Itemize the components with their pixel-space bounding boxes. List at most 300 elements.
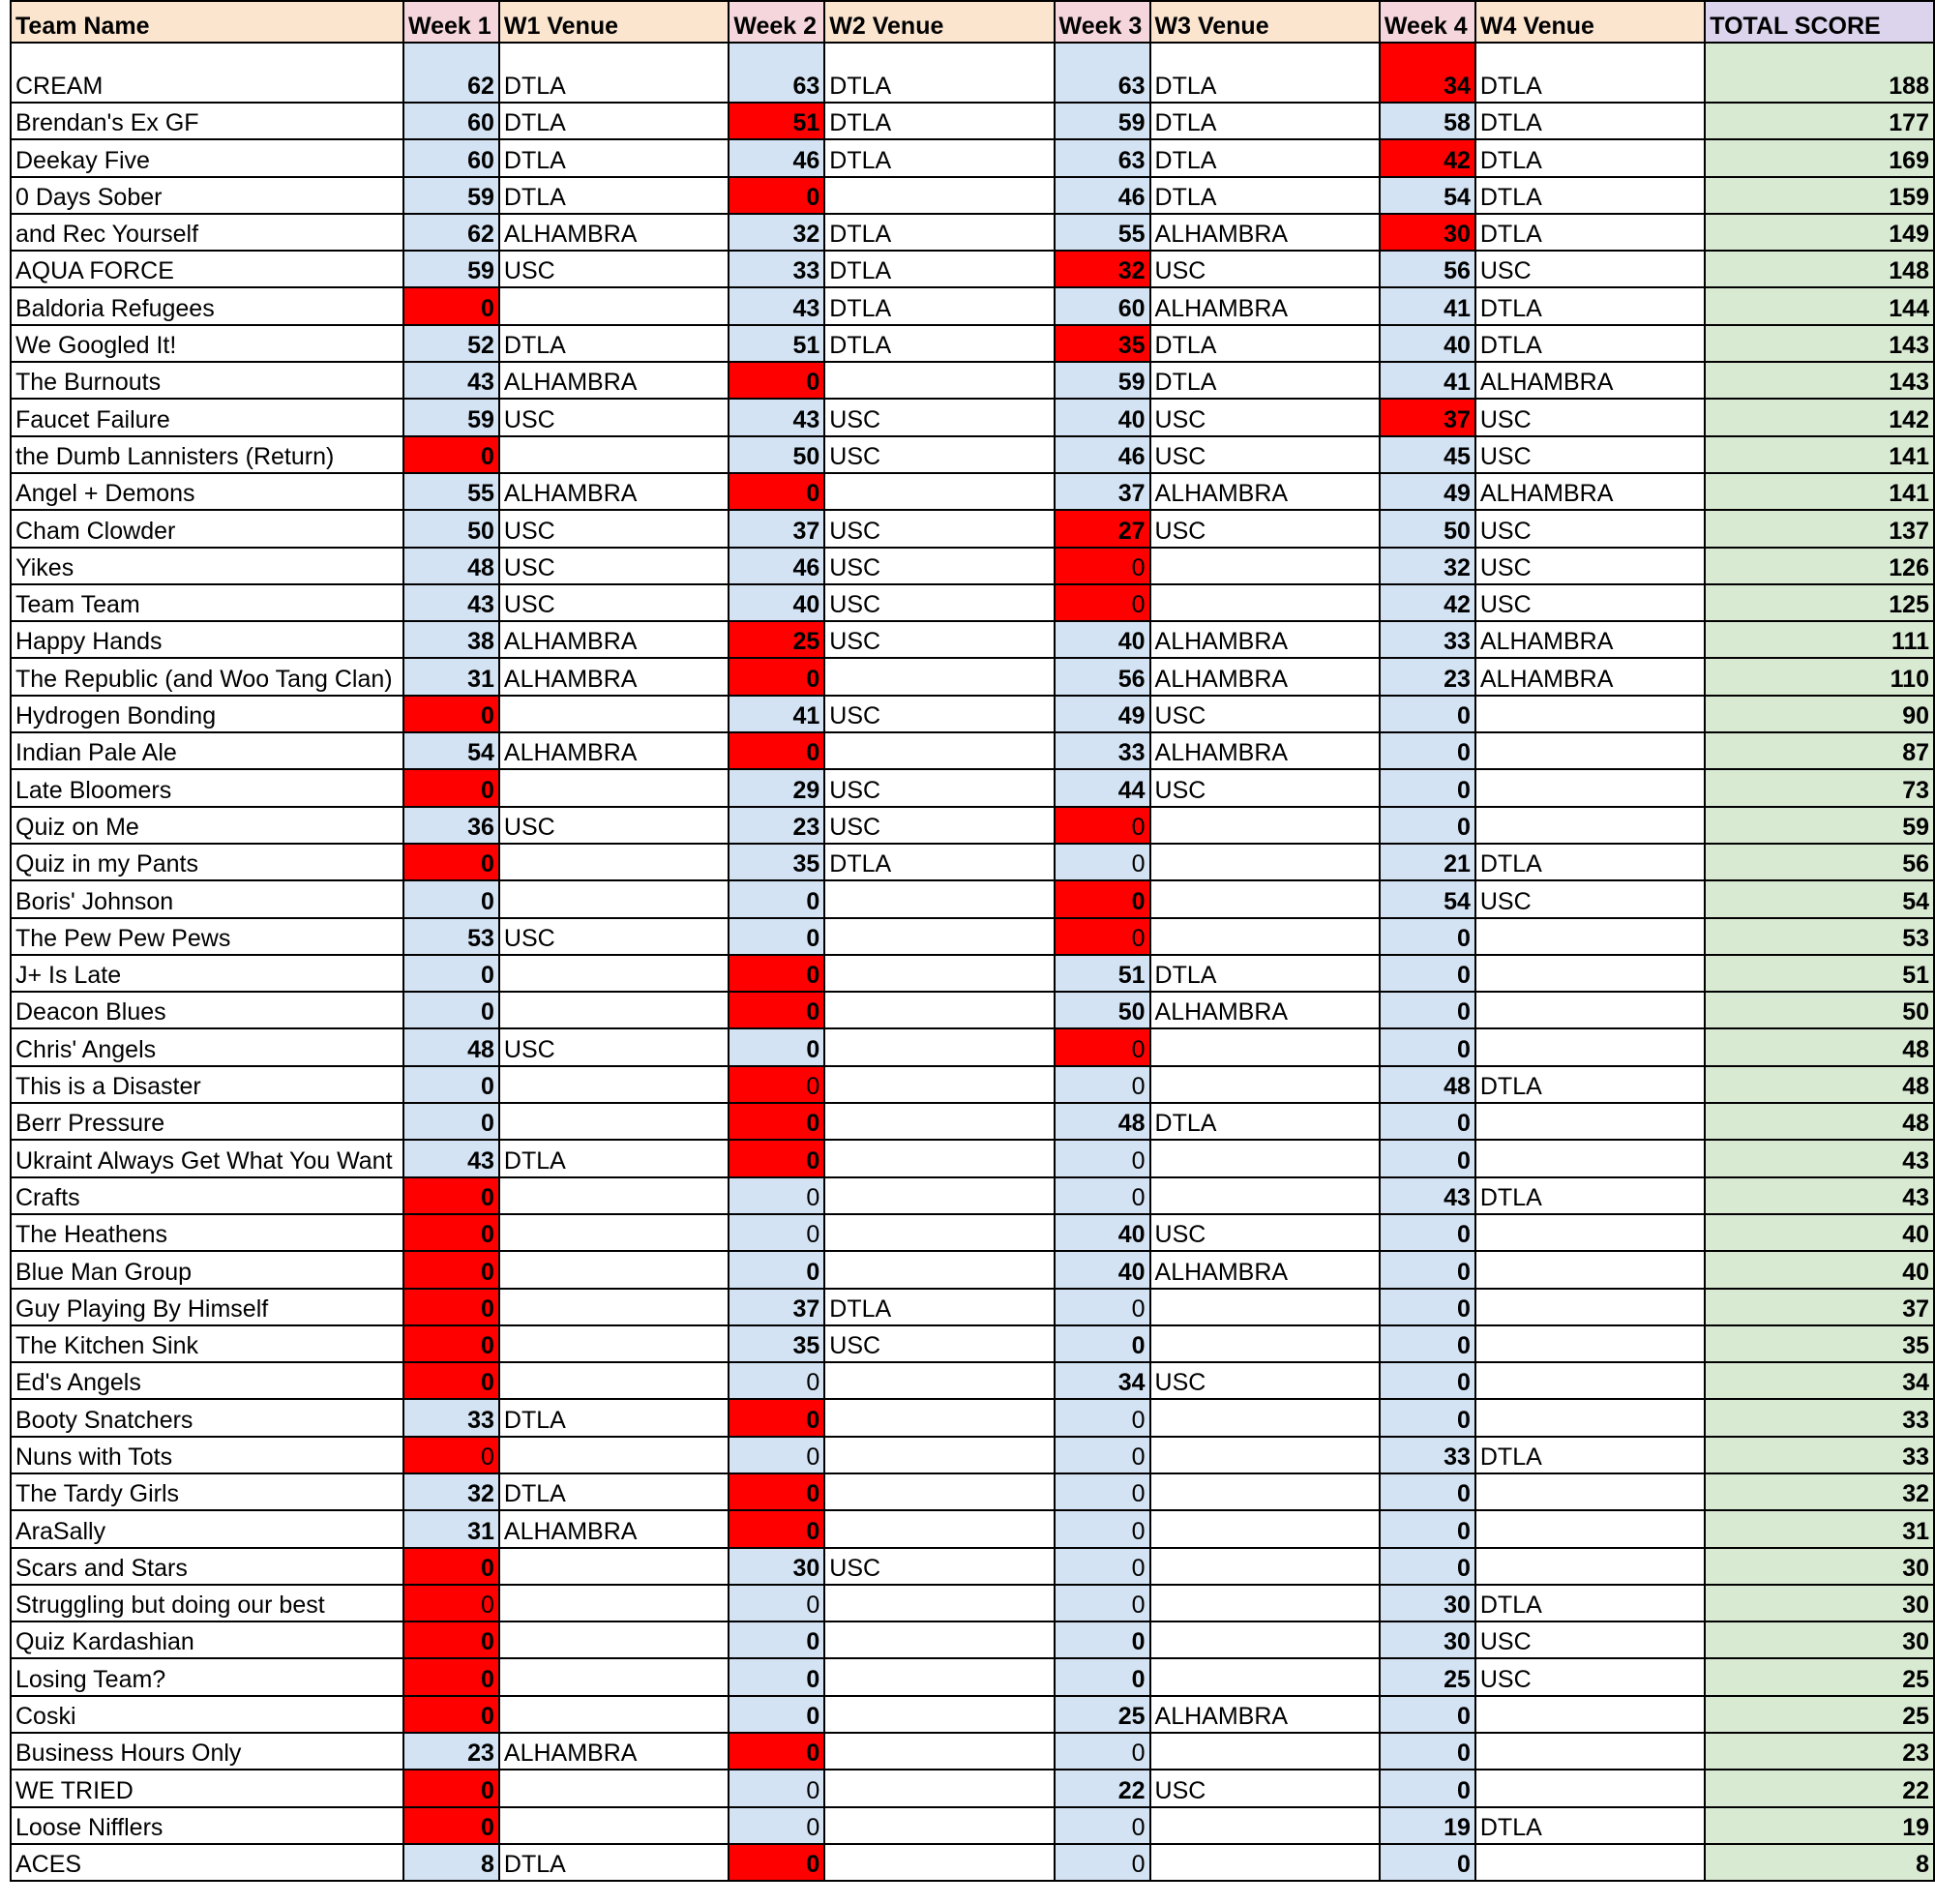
week-4-venue-cell[interactable] — [1475, 1770, 1705, 1806]
week-4-score-cell[interactable]: 0 — [1380, 1028, 1475, 1065]
week-2-score-cell[interactable]: 41 — [729, 696, 824, 732]
week-2-venue-cell[interactable] — [824, 1807, 1054, 1844]
week-3-score-cell[interactable]: 0 — [1055, 1548, 1150, 1585]
total-score-cell[interactable]: 141 — [1705, 473, 1934, 510]
week-3-venue-cell[interactable] — [1150, 1658, 1380, 1695]
week-1-score-cell[interactable]: 0 — [403, 436, 499, 473]
total-score-cell[interactable]: 48 — [1705, 1066, 1934, 1103]
week-3-score-cell[interactable]: 46 — [1055, 177, 1150, 214]
week-1-score-cell[interactable]: 33 — [403, 1399, 499, 1436]
week-2-venue-cell[interactable]: DTLA — [824, 214, 1054, 251]
team-name-cell[interactable]: Berr Pressure — [11, 1103, 403, 1140]
week-3-venue-cell[interactable]: DTLA — [1150, 139, 1380, 176]
week-3-venue-cell[interactable]: USC — [1150, 1770, 1380, 1806]
week-1-score-cell[interactable]: 0 — [403, 844, 499, 880]
total-score-cell[interactable]: 143 — [1705, 362, 1934, 399]
week-1-score-cell[interactable]: 60 — [403, 139, 499, 176]
week-1-venue-cell[interactable]: DTLA — [499, 43, 729, 103]
week-1-score-cell[interactable]: 59 — [403, 177, 499, 214]
week-1-score-cell[interactable]: 0 — [403, 1103, 499, 1140]
week-2-score-cell[interactable]: 29 — [729, 769, 824, 806]
week-4-venue-cell[interactable]: USC — [1475, 399, 1705, 435]
team-name-cell[interactable]: AQUA FORCE — [11, 251, 403, 287]
week-3-venue-cell[interactable]: DTLA — [1150, 362, 1380, 399]
total-score-cell[interactable]: 37 — [1705, 1289, 1934, 1325]
week-2-score-cell[interactable]: 37 — [729, 510, 824, 547]
team-name-cell[interactable]: Scars and Stars — [11, 1548, 403, 1585]
week-3-venue-cell[interactable] — [1150, 1289, 1380, 1325]
week-4-venue-cell[interactable] — [1475, 1140, 1705, 1176]
week-4-score-cell[interactable]: 30 — [1380, 1585, 1475, 1621]
week-2-venue-cell[interactable] — [824, 1251, 1054, 1288]
week-4-score-cell[interactable]: 58 — [1380, 103, 1475, 139]
week-3-score-cell[interactable]: 33 — [1055, 732, 1150, 769]
week-2-score-cell[interactable]: 0 — [729, 1214, 824, 1251]
week-2-score-cell[interactable]: 0 — [729, 1140, 824, 1176]
week-1-score-cell[interactable]: 0 — [403, 1289, 499, 1325]
week-4-venue-cell[interactable] — [1475, 1696, 1705, 1733]
week-4-score-cell[interactable]: 25 — [1380, 1658, 1475, 1695]
week-1-venue-cell[interactable] — [499, 769, 729, 806]
total-score-cell[interactable]: 188 — [1705, 43, 1934, 103]
week-3-venue-cell[interactable] — [1150, 1585, 1380, 1621]
team-name-cell[interactable]: We Googled It! — [11, 325, 403, 362]
week-4-venue-cell[interactable] — [1475, 1289, 1705, 1325]
week-3-venue-cell[interactable]: ALHAMBRA — [1150, 1251, 1380, 1288]
week-4-score-cell[interactable]: 49 — [1380, 473, 1475, 510]
week-4-score-cell[interactable]: 37 — [1380, 399, 1475, 435]
week-2-score-cell[interactable]: 0 — [729, 880, 824, 917]
week-1-venue-cell[interactable] — [499, 1770, 729, 1806]
week-2-venue-cell[interactable]: USC — [824, 510, 1054, 547]
week-3-score-cell[interactable]: 46 — [1055, 436, 1150, 473]
week-3-score-cell[interactable]: 40 — [1055, 1251, 1150, 1288]
week-4-score-cell[interactable]: 0 — [1380, 732, 1475, 769]
week-2-venue-cell[interactable] — [824, 1103, 1054, 1140]
week-4-venue-cell[interactable]: USC — [1475, 510, 1705, 547]
week-4-venue-cell[interactable] — [1475, 696, 1705, 732]
week-4-score-cell[interactable]: 56 — [1380, 251, 1475, 287]
week-4-score-cell[interactable]: 19 — [1380, 1807, 1475, 1844]
week-4-venue-cell[interactable] — [1475, 1214, 1705, 1251]
week-3-venue-cell[interactable]: USC — [1150, 399, 1380, 435]
week-4-venue-cell[interactable] — [1475, 1510, 1705, 1547]
week-2-venue-cell[interactable] — [824, 1437, 1054, 1473]
total-score-cell[interactable]: 159 — [1705, 177, 1934, 214]
week-3-score-cell[interactable]: 40 — [1055, 621, 1150, 658]
week-3-score-cell[interactable]: 0 — [1055, 1399, 1150, 1436]
week-3-venue-cell[interactable]: DTLA — [1150, 177, 1380, 214]
week-2-venue-cell[interactable]: DTLA — [824, 287, 1054, 324]
week-4-score-cell[interactable]: 42 — [1380, 139, 1475, 176]
total-score-cell[interactable]: 30 — [1705, 1548, 1934, 1585]
week-3-venue-cell[interactable]: ALHAMBRA — [1150, 658, 1380, 695]
week-2-venue-cell[interactable]: USC — [824, 399, 1054, 435]
week-2-score-cell[interactable]: 0 — [729, 1103, 824, 1140]
week-2-score-cell[interactable]: 0 — [729, 955, 824, 992]
week-2-score-cell[interactable]: 25 — [729, 621, 824, 658]
header-week-3[interactable]: Week 3 — [1055, 1, 1150, 43]
week-4-score-cell[interactable]: 0 — [1380, 696, 1475, 732]
team-name-cell[interactable]: Yikes — [11, 548, 403, 584]
team-name-cell[interactable]: 0 Days Sober — [11, 177, 403, 214]
week-4-score-cell[interactable]: 0 — [1380, 1325, 1475, 1362]
week-4-venue-cell[interactable] — [1475, 1473, 1705, 1510]
week-4-venue-cell[interactable] — [1475, 1028, 1705, 1065]
week-3-venue-cell[interactable] — [1150, 1510, 1380, 1547]
week-2-venue-cell[interactable] — [824, 1214, 1054, 1251]
team-name-cell[interactable]: Happy Hands — [11, 621, 403, 658]
week-4-score-cell[interactable]: 0 — [1380, 1510, 1475, 1547]
week-4-venue-cell[interactable] — [1475, 992, 1705, 1028]
week-1-venue-cell[interactable]: USC — [499, 918, 729, 955]
total-score-cell[interactable]: 31 — [1705, 1510, 1934, 1547]
week-1-score-cell[interactable]: 43 — [403, 584, 499, 621]
week-1-score-cell[interactable]: 59 — [403, 399, 499, 435]
week-4-score-cell[interactable]: 43 — [1380, 1177, 1475, 1214]
total-score-cell[interactable]: 22 — [1705, 1770, 1934, 1806]
team-name-cell[interactable]: The Pew Pew Pews — [11, 918, 403, 955]
week-2-score-cell[interactable]: 0 — [729, 1251, 824, 1288]
week-1-score-cell[interactable]: 0 — [403, 1251, 499, 1288]
week-3-venue-cell[interactable]: ALHAMBRA — [1150, 621, 1380, 658]
week-3-score-cell[interactable]: 40 — [1055, 1214, 1150, 1251]
week-4-venue-cell[interactable]: DTLA — [1475, 1177, 1705, 1214]
week-3-score-cell[interactable]: 0 — [1055, 1510, 1150, 1547]
week-4-score-cell[interactable]: 0 — [1380, 769, 1475, 806]
team-name-cell[interactable]: The Republic (and Woo Tang Clan) — [11, 658, 403, 695]
week-3-score-cell[interactable]: 0 — [1055, 584, 1150, 621]
total-score-cell[interactable]: 25 — [1705, 1696, 1934, 1733]
header-w4-venue[interactable]: W4 Venue — [1475, 1, 1705, 43]
week-2-venue-cell[interactable] — [824, 1844, 1054, 1881]
week-1-score-cell[interactable]: 36 — [403, 807, 499, 844]
week-1-score-cell[interactable]: 59 — [403, 251, 499, 287]
week-2-venue-cell[interactable] — [824, 1658, 1054, 1695]
total-score-cell[interactable]: 143 — [1705, 325, 1934, 362]
header-week-1[interactable]: Week 1 — [403, 1, 499, 43]
week-4-score-cell[interactable]: 41 — [1380, 362, 1475, 399]
week-2-venue-cell[interactable]: USC — [824, 584, 1054, 621]
week-3-venue-cell[interactable] — [1150, 1177, 1380, 1214]
week-4-score-cell[interactable]: 30 — [1380, 214, 1475, 251]
team-name-cell[interactable]: Deekay Five — [11, 139, 403, 176]
week-3-score-cell[interactable]: 27 — [1055, 510, 1150, 547]
week-3-score-cell[interactable]: 32 — [1055, 251, 1150, 287]
week-2-venue-cell[interactable]: USC — [824, 769, 1054, 806]
team-name-cell[interactable]: Ed's Angels — [11, 1362, 403, 1399]
week-3-score-cell[interactable]: 0 — [1055, 1028, 1150, 1065]
week-1-venue-cell[interactable]: USC — [499, 1028, 729, 1065]
total-score-cell[interactable]: 53 — [1705, 918, 1934, 955]
total-score-cell[interactable]: 40 — [1705, 1214, 1934, 1251]
week-3-venue-cell[interactable]: ALHAMBRA — [1150, 287, 1380, 324]
team-name-cell[interactable]: The Kitchen Sink — [11, 1325, 403, 1362]
week-2-venue-cell[interactable]: DTLA — [824, 1289, 1054, 1325]
week-3-score-cell[interactable]: 0 — [1055, 1733, 1150, 1770]
team-name-cell[interactable]: Faucet Failure — [11, 399, 403, 435]
week-2-venue-cell[interactable]: USC — [824, 436, 1054, 473]
header-team-name[interactable]: Team Name — [11, 1, 403, 43]
week-3-score-cell[interactable]: 44 — [1055, 769, 1150, 806]
week-1-score-cell[interactable]: 53 — [403, 918, 499, 955]
week-3-score-cell[interactable]: 22 — [1055, 1770, 1150, 1806]
week-1-score-cell[interactable]: 0 — [403, 1621, 499, 1658]
week-4-venue-cell[interactable] — [1475, 1103, 1705, 1140]
week-3-score-cell[interactable]: 0 — [1055, 548, 1150, 584]
week-3-venue-cell[interactable]: DTLA — [1150, 325, 1380, 362]
week-4-score-cell[interactable]: 0 — [1380, 918, 1475, 955]
week-4-score-cell[interactable]: 33 — [1380, 1437, 1475, 1473]
week-3-score-cell[interactable]: 50 — [1055, 992, 1150, 1028]
week-2-score-cell[interactable]: 0 — [729, 473, 824, 510]
week-2-score-cell[interactable]: 35 — [729, 1325, 824, 1362]
week-1-venue-cell[interactable]: ALHAMBRA — [499, 214, 729, 251]
team-name-cell[interactable]: Losing Team? — [11, 1658, 403, 1695]
header-w2-venue[interactable]: W2 Venue — [824, 1, 1054, 43]
week-2-score-cell[interactable]: 0 — [729, 1696, 824, 1733]
week-4-venue-cell[interactable] — [1475, 769, 1705, 806]
week-4-venue-cell[interactable]: ALHAMBRA — [1475, 658, 1705, 695]
week-2-score-cell[interactable]: 0 — [729, 1510, 824, 1547]
team-name-cell[interactable]: Blue Man Group — [11, 1251, 403, 1288]
week-4-venue-cell[interactable]: DTLA — [1475, 325, 1705, 362]
week-2-score-cell[interactable]: 63 — [729, 43, 824, 103]
week-3-score-cell[interactable]: 48 — [1055, 1103, 1150, 1140]
team-name-cell[interactable]: Angel + Demons — [11, 473, 403, 510]
total-score-cell[interactable]: 148 — [1705, 251, 1934, 287]
week-1-venue-cell[interactable]: ALHAMBRA — [499, 1733, 729, 1770]
week-4-score-cell[interactable]: 0 — [1380, 1251, 1475, 1288]
week-2-score-cell[interactable]: 43 — [729, 287, 824, 324]
team-name-cell[interactable]: the Dumb Lannisters (Return) — [11, 436, 403, 473]
week-3-score-cell[interactable]: 0 — [1055, 1325, 1150, 1362]
week-3-venue-cell[interactable]: ALHAMBRA — [1150, 1696, 1380, 1733]
team-name-cell[interactable]: The Tardy Girls — [11, 1473, 403, 1510]
week-3-venue-cell[interactable]: DTLA — [1150, 955, 1380, 992]
team-name-cell[interactable]: Quiz Kardashian — [11, 1621, 403, 1658]
week-2-venue-cell[interactable] — [824, 1621, 1054, 1658]
week-4-venue-cell[interactable]: USC — [1475, 436, 1705, 473]
week-2-score-cell[interactable]: 0 — [729, 1585, 824, 1621]
week-1-venue-cell[interactable] — [499, 1585, 729, 1621]
week-4-venue-cell[interactable] — [1475, 1548, 1705, 1585]
week-4-venue-cell[interactable]: ALHAMBRA — [1475, 473, 1705, 510]
week-4-venue-cell[interactable]: DTLA — [1475, 844, 1705, 880]
week-2-venue-cell[interactable] — [824, 177, 1054, 214]
week-2-venue-cell[interactable]: USC — [824, 621, 1054, 658]
week-4-venue-cell[interactable]: DTLA — [1475, 1807, 1705, 1844]
team-name-cell[interactable]: Late Bloomers — [11, 769, 403, 806]
week-1-venue-cell[interactable]: DTLA — [499, 139, 729, 176]
week-4-venue-cell[interactable]: DTLA — [1475, 214, 1705, 251]
week-3-venue-cell[interactable]: ALHAMBRA — [1150, 992, 1380, 1028]
team-name-cell[interactable]: The Burnouts — [11, 362, 403, 399]
week-2-venue-cell[interactable]: USC — [824, 1325, 1054, 1362]
week-1-venue-cell[interactable]: ALHAMBRA — [499, 732, 729, 769]
week-3-venue-cell[interactable]: ALHAMBRA — [1150, 214, 1380, 251]
team-name-cell[interactable]: Baldoria Refugees — [11, 287, 403, 324]
team-name-cell[interactable]: Booty Snatchers — [11, 1399, 403, 1436]
week-1-score-cell[interactable]: 0 — [403, 1658, 499, 1695]
total-score-cell[interactable]: 177 — [1705, 103, 1934, 139]
week-2-score-cell[interactable]: 51 — [729, 325, 824, 362]
week-1-score-cell[interactable]: 54 — [403, 732, 499, 769]
week-3-venue-cell[interactable] — [1150, 1807, 1380, 1844]
week-3-score-cell[interactable]: 0 — [1055, 1658, 1150, 1695]
week-1-venue-cell[interactable] — [499, 1325, 729, 1362]
week-2-venue-cell[interactable] — [824, 658, 1054, 695]
week-1-score-cell[interactable]: 31 — [403, 658, 499, 695]
week-2-venue-cell[interactable] — [824, 955, 1054, 992]
week-4-score-cell[interactable]: 42 — [1380, 584, 1475, 621]
week-2-venue-cell[interactable] — [824, 1177, 1054, 1214]
team-name-cell[interactable]: Indian Pale Ale — [11, 732, 403, 769]
week-2-venue-cell[interactable]: DTLA — [824, 103, 1054, 139]
week-1-score-cell[interactable]: 23 — [403, 1733, 499, 1770]
total-score-cell[interactable]: 51 — [1705, 955, 1934, 992]
week-2-venue-cell[interactable]: DTLA — [824, 844, 1054, 880]
week-3-score-cell[interactable]: 0 — [1055, 807, 1150, 844]
week-3-score-cell[interactable]: 63 — [1055, 43, 1150, 103]
week-2-venue-cell[interactable] — [824, 880, 1054, 917]
week-4-venue-cell[interactable] — [1475, 732, 1705, 769]
week-2-score-cell[interactable]: 0 — [729, 1437, 824, 1473]
week-4-venue-cell[interactable]: USC — [1475, 548, 1705, 584]
week-1-score-cell[interactable]: 62 — [403, 43, 499, 103]
total-score-cell[interactable]: 33 — [1705, 1399, 1934, 1436]
team-name-cell[interactable]: J+ Is Late — [11, 955, 403, 992]
week-2-score-cell[interactable]: 0 — [729, 732, 824, 769]
week-1-venue-cell[interactable] — [499, 880, 729, 917]
team-name-cell[interactable]: Hydrogen Bonding — [11, 696, 403, 732]
team-name-cell[interactable]: Coski — [11, 1696, 403, 1733]
week-1-score-cell[interactable]: 0 — [403, 287, 499, 324]
week-2-venue-cell[interactable] — [824, 1770, 1054, 1806]
total-score-cell[interactable]: 40 — [1705, 1251, 1934, 1288]
week-4-score-cell[interactable]: 0 — [1380, 992, 1475, 1028]
week-4-score-cell[interactable]: 40 — [1380, 325, 1475, 362]
week-2-venue-cell[interactable] — [824, 1362, 1054, 1399]
week-3-venue-cell[interactable] — [1150, 807, 1380, 844]
total-score-cell[interactable]: 142 — [1705, 399, 1934, 435]
week-2-score-cell[interactable]: 46 — [729, 548, 824, 584]
week-4-venue-cell[interactable]: DTLA — [1475, 43, 1705, 103]
week-1-venue-cell[interactable] — [499, 436, 729, 473]
week-4-venue-cell[interactable]: USC — [1475, 1658, 1705, 1695]
total-score-cell[interactable]: 87 — [1705, 732, 1934, 769]
week-2-score-cell[interactable]: 0 — [729, 1028, 824, 1065]
week-4-score-cell[interactable]: 54 — [1380, 880, 1475, 917]
week-1-score-cell[interactable]: 0 — [403, 1770, 499, 1806]
week-4-venue-cell[interactable]: DTLA — [1475, 103, 1705, 139]
week-4-score-cell[interactable]: 0 — [1380, 1696, 1475, 1733]
week-4-score-cell[interactable]: 30 — [1380, 1621, 1475, 1658]
week-1-venue-cell[interactable] — [499, 696, 729, 732]
total-score-cell[interactable]: 137 — [1705, 510, 1934, 547]
team-name-cell[interactable]: Deacon Blues — [11, 992, 403, 1028]
total-score-cell[interactable]: 33 — [1705, 1437, 1934, 1473]
week-3-score-cell[interactable]: 37 — [1055, 473, 1150, 510]
week-2-venue-cell[interactable] — [824, 362, 1054, 399]
week-2-venue-cell[interactable]: USC — [824, 1548, 1054, 1585]
team-name-cell[interactable]: Nuns with Tots — [11, 1437, 403, 1473]
week-1-venue-cell[interactable]: ALHAMBRA — [499, 621, 729, 658]
week-3-venue-cell[interactable]: USC — [1150, 1362, 1380, 1399]
week-3-score-cell[interactable]: 0 — [1055, 1473, 1150, 1510]
week-2-venue-cell[interactable] — [824, 1733, 1054, 1770]
total-score-cell[interactable]: 23 — [1705, 1733, 1934, 1770]
week-4-venue-cell[interactable]: DTLA — [1475, 177, 1705, 214]
team-name-cell[interactable]: The Heathens — [11, 1214, 403, 1251]
week-2-venue-cell[interactable]: USC — [824, 807, 1054, 844]
week-3-venue-cell[interactable] — [1150, 1473, 1380, 1510]
team-name-cell[interactable]: This is a Disaster — [11, 1066, 403, 1103]
week-1-venue-cell[interactable]: DTLA — [499, 177, 729, 214]
week-3-venue-cell[interactable]: USC — [1150, 1214, 1380, 1251]
week-2-score-cell[interactable]: 0 — [729, 1362, 824, 1399]
week-4-venue-cell[interactable]: USC — [1475, 584, 1705, 621]
week-3-score-cell[interactable]: 0 — [1055, 844, 1150, 880]
week-3-venue-cell[interactable] — [1150, 584, 1380, 621]
week-1-venue-cell[interactable] — [499, 992, 729, 1028]
week-1-venue-cell[interactable] — [499, 287, 729, 324]
week-2-score-cell[interactable]: 51 — [729, 103, 824, 139]
week-3-venue-cell[interactable] — [1150, 880, 1380, 917]
week-2-score-cell[interactable]: 35 — [729, 844, 824, 880]
week-4-score-cell[interactable]: 0 — [1380, 807, 1475, 844]
team-name-cell[interactable]: Team Team — [11, 584, 403, 621]
week-1-venue-cell[interactable] — [499, 1177, 729, 1214]
week-3-venue-cell[interactable]: ALHAMBRA — [1150, 732, 1380, 769]
week-1-venue-cell[interactable]: USC — [499, 251, 729, 287]
week-1-venue-cell[interactable]: USC — [499, 510, 729, 547]
week-3-score-cell[interactable]: 0 — [1055, 1621, 1150, 1658]
week-1-venue-cell[interactable]: ALHAMBRA — [499, 1510, 729, 1547]
week-1-venue-cell[interactable] — [499, 1066, 729, 1103]
week-1-venue-cell[interactable]: USC — [499, 399, 729, 435]
week-2-venue-cell[interactable] — [824, 1696, 1054, 1733]
week-3-score-cell[interactable]: 35 — [1055, 325, 1150, 362]
week-2-venue-cell[interactable] — [824, 473, 1054, 510]
week-3-venue-cell[interactable]: USC — [1150, 436, 1380, 473]
week-3-score-cell[interactable]: 0 — [1055, 880, 1150, 917]
week-2-score-cell[interactable]: 0 — [729, 1807, 824, 1844]
week-2-score-cell[interactable]: 40 — [729, 584, 824, 621]
header-w3-venue[interactable]: W3 Venue — [1150, 1, 1380, 43]
week-1-score-cell[interactable]: 38 — [403, 621, 499, 658]
week-4-venue-cell[interactable]: USC — [1475, 251, 1705, 287]
week-3-venue-cell[interactable] — [1150, 1437, 1380, 1473]
week-1-score-cell[interactable]: 0 — [403, 1585, 499, 1621]
week-2-score-cell[interactable]: 0 — [729, 918, 824, 955]
week-2-score-cell[interactable]: 0 — [729, 1177, 824, 1214]
week-1-venue-cell[interactable]: USC — [499, 584, 729, 621]
week-4-score-cell[interactable]: 0 — [1380, 1733, 1475, 1770]
week-1-score-cell[interactable]: 0 — [403, 1066, 499, 1103]
week-4-venue-cell[interactable]: ALHAMBRA — [1475, 362, 1705, 399]
total-score-cell[interactable]: 54 — [1705, 880, 1934, 917]
week-1-score-cell[interactable]: 48 — [403, 1028, 499, 1065]
total-score-cell[interactable]: 90 — [1705, 696, 1934, 732]
week-1-venue-cell[interactable]: DTLA — [499, 1399, 729, 1436]
week-4-venue-cell[interactable] — [1475, 1325, 1705, 1362]
team-name-cell[interactable]: Quiz on Me — [11, 807, 403, 844]
week-2-score-cell[interactable]: 0 — [729, 1066, 824, 1103]
week-3-venue-cell[interactable]: USC — [1150, 769, 1380, 806]
week-1-venue-cell[interactable] — [499, 1437, 729, 1473]
week-3-venue-cell[interactable] — [1150, 844, 1380, 880]
